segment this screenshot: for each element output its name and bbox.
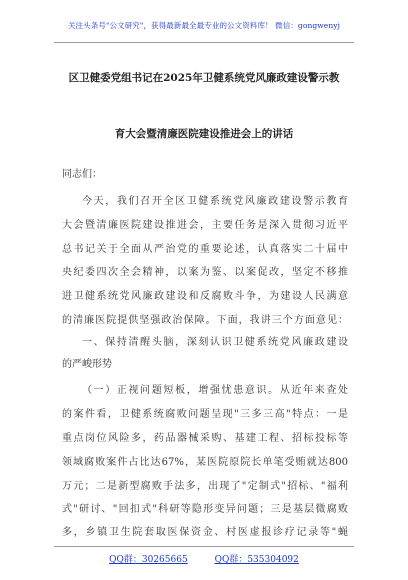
- footer-qq-group-2[interactable]: QQ群：535304092: [214, 555, 299, 565]
- section-heading-line: 一、保持清醒头脑，深刻认识卫健系统党风廉政建设: [82, 337, 348, 348]
- document-title-line-2: 育大会暨清廉医院建设推进会上的讲话: [114, 128, 294, 140]
- paragraph-line: 的清廉医院提供坚强政治保障。下面，我讲三个方面意见：: [62, 315, 348, 326]
- salutation: 同志们：: [62, 169, 102, 180]
- footer-divider: [54, 546, 354, 547]
- paragraph-line: 总书记关于全面从严治党的重要论述，认真落实二十届中: [62, 244, 348, 255]
- header-divider: [54, 42, 354, 43]
- document-title-line-1: 区卫健委党组书记在2025年卫健系统党风廉政建设警示教: [68, 72, 340, 84]
- section-heading-line: 的严峻形势: [62, 359, 112, 370]
- footer: [0, 552, 408, 565]
- paragraph-line: 万元；二是新型腐败手法多，出现了"定制式"招标、"福利: [62, 481, 348, 492]
- paragraph-line: 领域腐败案件占比达67%，某医院原院长单笔受贿就达800: [62, 457, 348, 468]
- paragraph-line: 式"研讨、"回扣式"科研等隐形变异问题；三是基层微腐败: [62, 504, 348, 515]
- paragraph-line: 的案件看，卫健系统腐败问题呈现"三多三高"特点：一是: [62, 409, 348, 420]
- paragraph-line: 大会暨清廉医院建设推进会，主要任务是深入贯彻习近平: [62, 220, 348, 231]
- header-note: 关注头条号"公文研究"，获得最新最全最专业的公文资料库！ 微信：gongwenyj: [67, 21, 341, 30]
- paragraph-line: 重点岗位风险多，药品器械采购、基建工程、招标投标等: [62, 433, 348, 444]
- paragraph-line: 多，乡镇卫生院套取医保资金、村医虚报诊疗记录等"蝇: [62, 527, 348, 538]
- paragraph-line: 今天，我们召开全区卫健系统党风廉政建设警示教育: [82, 196, 348, 207]
- footer-qq-group-1[interactable]: QQ群：30265665: [109, 555, 188, 565]
- paragraph-line: 进卫健系统党风廉政建设和反腐败斗争，为建设人民满意: [62, 291, 348, 302]
- paragraph-line: （一）正视问题短板，增强忧患意识。从近年来查处: [82, 385, 348, 396]
- paragraph-line: 央纪委四次全会精神，以案为鉴、以案促改，坚定不移推: [62, 267, 348, 278]
